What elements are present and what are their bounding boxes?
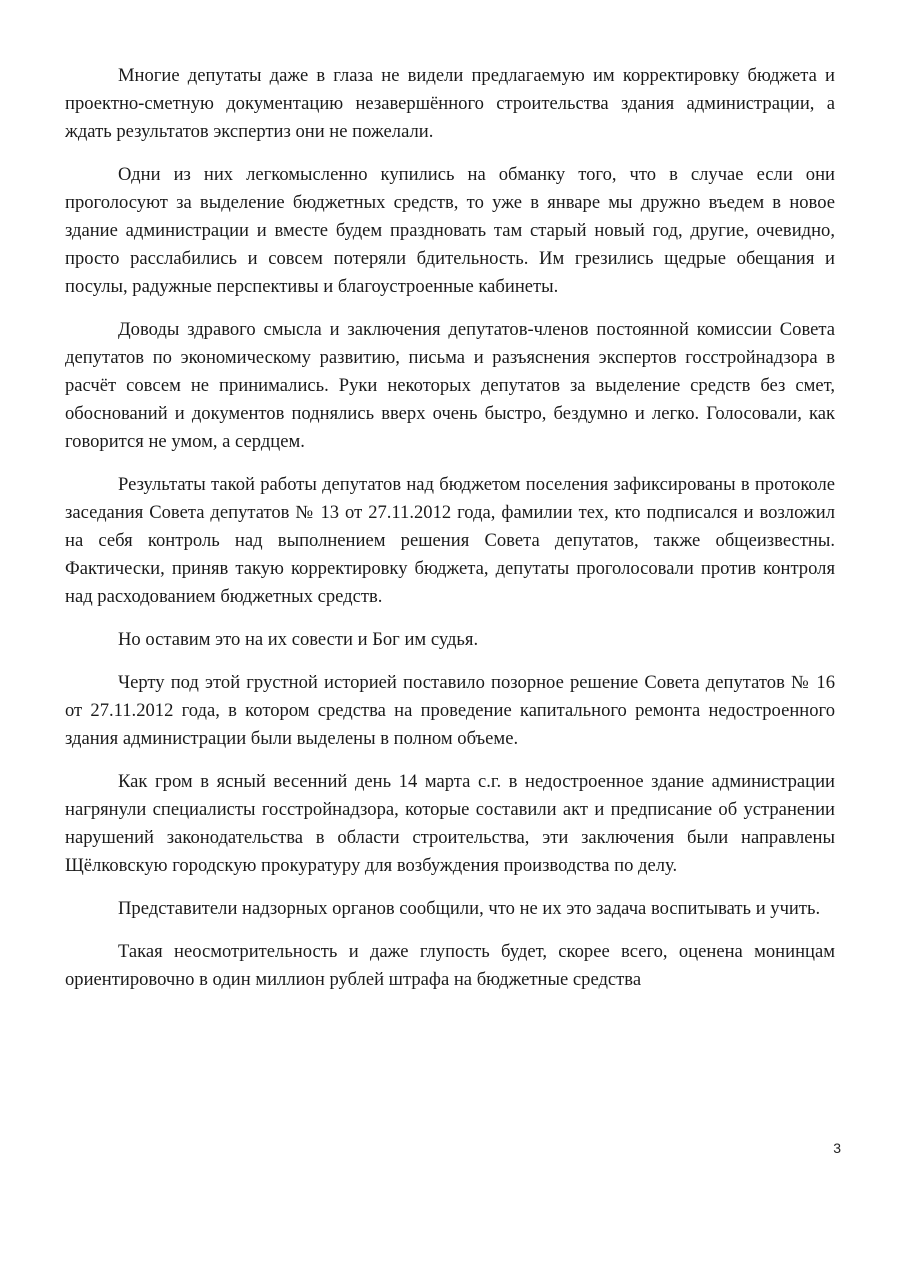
paragraph-3: Доводы здравого смысла и заключения депутатов-членов постоянной комиссии Совета депутатов по экономическому развитию, письма и разъяснения экспертов госстройнадзора в расчёт совсем не принимались. Руки некоторых депутатов за выделение средств без смет, обоснований и документов поднялись вверх очень быстро, бездумно и легко. Голосовали, как говорится не умом, а сердцем. [65,319,835,452]
paragraph-6: Черту под этой грустной историей поставило позорное решение Совета депутатов № 16 от 27.11.2012 года, в котором средства на проведение капитального ремонта недостроенного здания администрации были выделены в полном объеме. [65,672,835,749]
paragraph-7: Как гром в ясный весенний день 14 марта с.г. в недостроенное здание администрации нагрянули специалисты госстройнадзора, которые составили акт и предписание об устранении нарушений законодательства в области строительства, эти заключения были направлены Щёлковскую городскую прокуратуру для возбуждения производства по делу. [65,771,835,876]
paragraph-9: Такая неосмотрительность и даже глупость будет, скорее всего, оценена монинцам ориентировочно в один миллион рублей штрафа на бюджетные средства [65,941,835,990]
paragraph-4: Результаты такой работы депутатов над бюджетом поселения зафиксированы в протоколе заседания Совета депутатов № 13 от 27.11.2012 года, фамилии тех, кто подписался и возложил на себя контроль над выполнением решения Совета депутатов, также общеизвестны. Фактически, приняв такую корректировку бюджета, депутаты проголосовали против контроля над расходованием бюджетных средств. [65,474,835,607]
body-text [65,62,835,1009]
page-number: 3 [833,1140,841,1156]
paragraph-8: Представители надзорных органов сообщили, что не их это задача воспитывать и учить. [118,898,821,919]
paragraph-1: Многие депутаты даже в глаза не видели предлагаемую им корректировку бюджета и проектно-сметную документацию незавершённого строительства здания администрации, а ждать результатов экспертиз они не пожелали. [65,65,835,142]
paragraph-2: Одни из них легкомысленно купились на обманку того, что в случае если они проголосуют за выделение бюджетных средств, то уже в январе мы дружно въедем в новое здание администрации и вместе будем праздновать там старый новый год, другие, очевидно, просто расслабились и совсем потеряли бдительность. Им грезились щедрые обещания и посулы, радужные перспективы и благоустроенные кабинеты. [65,164,835,297]
paragraph-5: Но оставим это на их совести и Бог им судья. [118,629,479,650]
